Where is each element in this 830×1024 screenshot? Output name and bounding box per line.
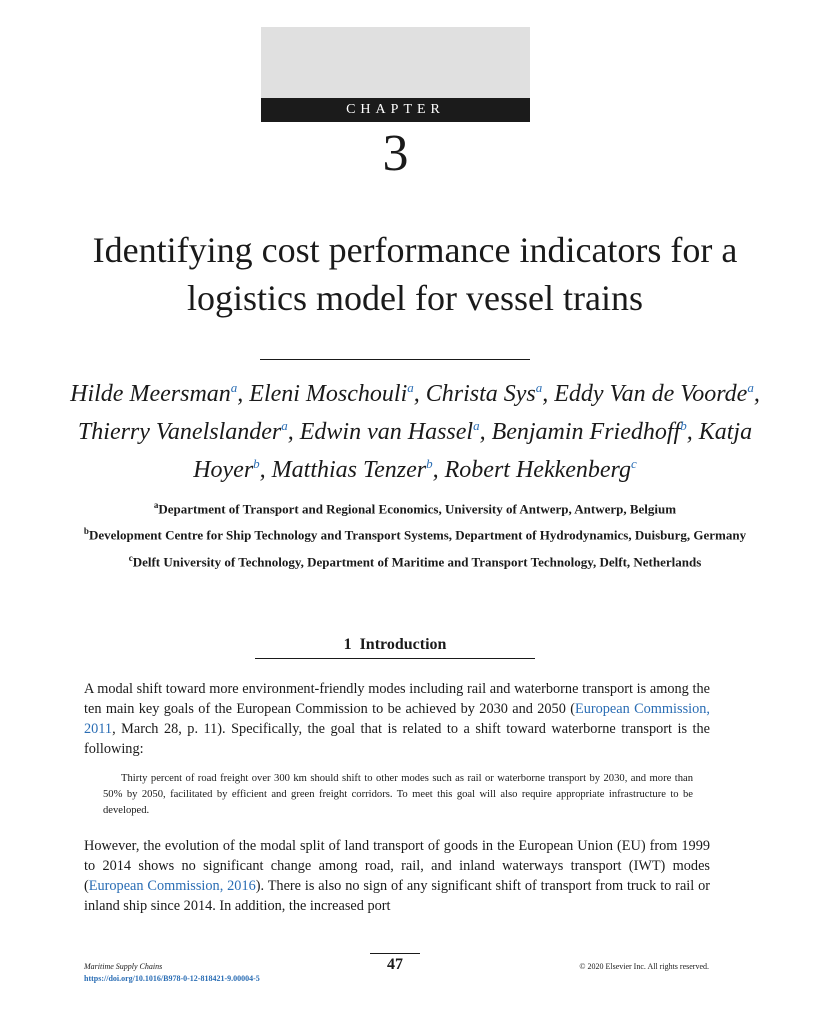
paragraph-1: A modal shift toward more environment-friendly modes including rail and waterborne transport is among the ten main key goals of the European Commission to be achieved by 2030 and 2050 (European Commission, 2011, March 28, p. 11). Specifically, the goal that is related to a shift toward waterborne transport is the following: xyxy=(84,681,710,757)
book-title: Maritime Supply Chains xyxy=(84,962,163,971)
author-affiliation-link[interactable]: a xyxy=(535,380,543,395)
author-affiliation-link[interactable]: a xyxy=(281,418,288,433)
author: Christa Sys$^a$, xyxy=(425,380,555,407)
author-affiliation-link[interactable]: c xyxy=(631,456,637,471)
author-affiliation-link[interactable]: b xyxy=(680,418,687,433)
author-affiliation-link[interactable]: a xyxy=(230,380,238,395)
author: Benjamin Friedhoff$^b$, xyxy=(491,418,699,445)
author: Edwin van Hassel$^a$, xyxy=(299,418,492,445)
affiliation-a: Department of Transport and Regional Economics, University of Antwerp, Antwerp, Belgium xyxy=(158,501,677,517)
affiliation-marker: a xyxy=(153,500,159,510)
section-rule xyxy=(255,658,535,659)
chapter-label: CHAPTER xyxy=(261,98,530,122)
affiliation-marker: c xyxy=(128,552,133,563)
author: Eleni Moschouli$^a$, xyxy=(249,380,426,407)
section-heading xyxy=(255,634,535,656)
author: Hilde Meersman$^a$, xyxy=(70,380,250,407)
chapter-title: Identifying cost performance indicators for a logistics model for vessel trains xyxy=(92,230,738,318)
author: Thierry Vanelslander$^a$, xyxy=(77,418,300,445)
page-number: 47 xyxy=(387,956,403,973)
author-affiliation-link[interactable]: b xyxy=(253,456,260,471)
block-quote: Thirty percent of road freight over 300 km should shift to other modes such as rail or waterborne transport by 2030, and more than 50% by 2050, facilitated by efficient and green freight corridors. To meet this goal will also require appropriate infrastructure to be developed. xyxy=(103,773,693,816)
affiliation-c: Delft University of Technology, Department of Maritime and Transport Technology, Delft, Netherlands xyxy=(132,553,702,569)
chapter-number: 3 xyxy=(382,125,409,182)
author: Matthias Tenzer$^b$, xyxy=(271,456,445,483)
section-number: 1 xyxy=(343,636,352,653)
author-affiliation-link[interactable]: a xyxy=(407,380,414,395)
author: Eddy Van de Voorde$^a$, xyxy=(554,380,760,407)
author: Katja Hoyer$^b$, xyxy=(193,419,753,483)
author-affiliation-link[interactable]: b xyxy=(426,456,433,471)
section-title: Introduction xyxy=(359,636,447,653)
doi-link[interactable]: https://doi.org/10.1016/B978-0-12-818421-9.00004-5 xyxy=(84,974,260,983)
affiliation-b: Development Centre for Ship Technology and Transport Systems, Department of Hydrodynamics, Duisburg, Germany xyxy=(88,527,747,543)
title-rule xyxy=(260,359,530,360)
citation-link[interactable]: European Commission, 2011 xyxy=(84,701,710,737)
copyright: © 2020 Elsevier Inc. All rights reserved. xyxy=(579,962,709,971)
chapter-banner xyxy=(261,27,530,122)
citation-link[interactable]: European Commission, 2016 xyxy=(88,878,256,894)
paragraph-2: However, the evolution of the modal split of land transport of goods in the European Union (EU) from 1999 to 2014 shows no significant change among road, rail, and inland waterways transport (IWT) modes (European Commission, 2016). There is also no sign of any significant shift of transport from truck to rail or inland ship since 2014. In addition, the increased port xyxy=(84,838,711,914)
footer-rule xyxy=(370,953,420,954)
author: Robert Hekkenberg$^c$ xyxy=(444,456,637,483)
affiliation-marker: b xyxy=(83,526,89,537)
affiliations xyxy=(70,494,760,573)
author-affiliation-link[interactable]: a xyxy=(747,380,754,395)
author-list xyxy=(70,372,760,486)
author-affiliation-link[interactable]: a xyxy=(473,418,480,433)
